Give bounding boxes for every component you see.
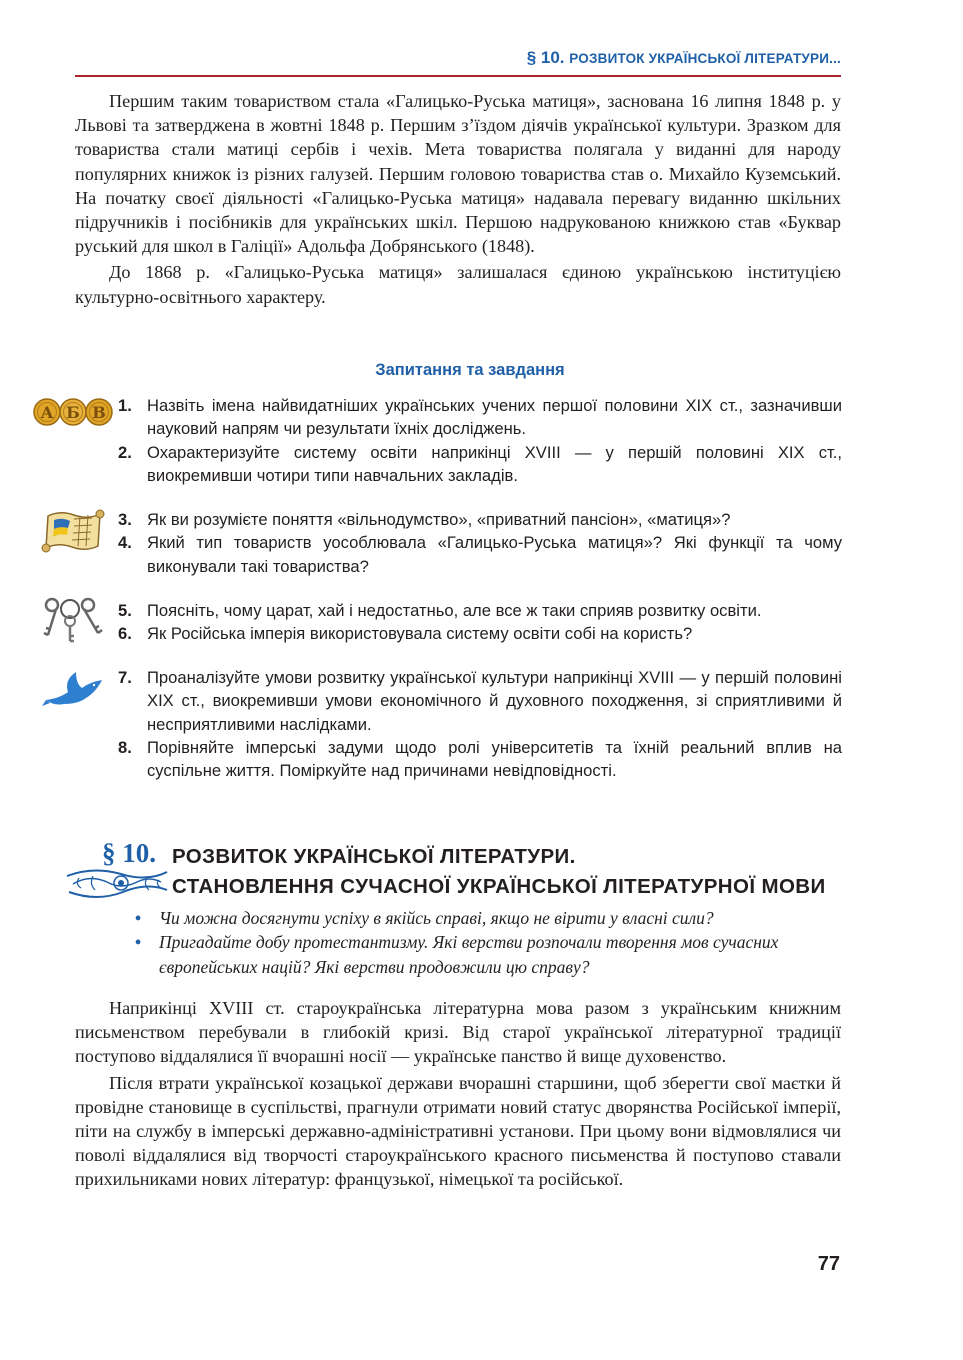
intro-questions bbox=[135, 906, 845, 979]
intro-question-text: Пригадайте добу протестантизму. Які верстви розпочали творення мов сучасних європейських націй? Які верстви продовжили цю справу? bbox=[159, 932, 779, 977]
bullet-icon: • bbox=[135, 932, 142, 953]
question-group bbox=[118, 508, 842, 578]
paragraph: Наприкінці XVIII ст. староукраїнська літературна мова разом з українським книжним письменством перебували в глибокій кризі. Від старої української літературної традиції поступово віддалялися її вчорашні носії — українське панство й вище духовенство. bbox=[75, 998, 841, 1067]
question-text: Охарактеризуйте систему освіти наприкінці XVIII — у першій половині XIX ст., виокремивши чотири типи навчальних закладів. bbox=[147, 442, 842, 485]
question-group bbox=[118, 599, 842, 646]
question-number: 8. bbox=[118, 737, 132, 757]
top-text-block bbox=[75, 89, 841, 309]
svg-text:А: А bbox=[40, 403, 54, 422]
page-number: 77 bbox=[817, 1253, 840, 1275]
question-number: 7. bbox=[118, 668, 132, 687]
question-number: 1. bbox=[118, 396, 132, 415]
intro-question bbox=[135, 906, 845, 930]
question-number: 5. bbox=[118, 601, 132, 620]
question-item bbox=[118, 508, 842, 531]
question-item bbox=[118, 622, 842, 645]
ornament-icon bbox=[63, 862, 171, 904]
question-group bbox=[118, 394, 842, 487]
section-title-line: СТАНОВЛЕННЯ СУЧАСНОЇ УКРАЇНСЬКОЇ ЛІТЕРАТУРНОЇ МОВИ bbox=[172, 875, 826, 898]
paragraph: Першим таким товариством стала «Галицько-Руська матиця», заснована 16 липня 1848 р. у Львові та затверджена в жовтні 1848 р. Першим з’їздом діячів української культури. Зразком для товариства стали матиці сербів і чехів. Мета товариства полягала у виданні для народу популярних книжок із різних галузей. Першим головою товариства став о. Михайло Куземський. На початку своєї діяльності «Галицько-Руська матиця» надавала перевагу виданню шкільних підручників і посібників для українських шкіл. Першою надрукованою книжкою став «Буквар руський для школ в Галіції» Адольфа Добрянського (1848). bbox=[75, 91, 841, 257]
svg-text:Б: Б bbox=[66, 403, 80, 422]
question-number: 3. bbox=[118, 510, 132, 529]
question-item bbox=[118, 736, 842, 783]
question-item bbox=[118, 599, 842, 622]
section-heading bbox=[60, 838, 850, 900]
section-number: § 10. bbox=[102, 838, 156, 868]
map-scroll-icon bbox=[40, 506, 106, 556]
question-text: Проаналізуйте умови розвитку української культури наприкінці XVIII — у першій половині XIX ст., виокремивши умови економічного й духовного походження, зі сприятливими й несприятливими наслідками. bbox=[147, 668, 842, 734]
section-title-line: РОЗВИТОК УКРАЇНСЬКОЇ ЛІТЕРАТУРИ. bbox=[172, 845, 576, 868]
question-item bbox=[118, 666, 842, 736]
bottom-text-block bbox=[75, 996, 841, 1192]
question-text: Поясніть, чому царат, хай і недостатньо, але все ж таки сприяв розвитку освіти. bbox=[147, 601, 762, 620]
running-head bbox=[75, 48, 841, 68]
question-text: Який тип товариств уособлювала «Галицько-Руська матиця»? Які функції та чому виконували такі товариства? bbox=[147, 533, 842, 576]
question-item bbox=[118, 441, 842, 488]
running-head-section: § 10. bbox=[526, 48, 565, 67]
question-number: 4. bbox=[118, 533, 132, 553]
intro-question bbox=[135, 930, 845, 979]
header-rule bbox=[75, 75, 841, 77]
paragraph: До 1868 р. «Галицько-Руська матиця» залишалася єдиною українською інституцією культурно-освітнього характеру. bbox=[75, 262, 841, 307]
paragraph: Після втрати української козацької держави вчорашні старшини, щоб зберегти свої маєтки й провідне становище в суспільстві, прагнули отримати новий статус дворянства Російської імперії, піти на службу в імперські державно-адміністративні установи. При цьому вони відмовлялися чи поволі віддалялися від творчості староукраїнського красного письменства й поступово ставали прихильниками нових літератур: французької, німецької та російської. bbox=[75, 1072, 841, 1190]
bullet-icon: • bbox=[135, 908, 142, 928]
question-text: Як Російська імперія використовувала систему освіти собі на користь? bbox=[147, 624, 693, 644]
keys-icon bbox=[40, 595, 104, 643]
running-head-title: РОЗВИТОК УКРАЇНСЬКОЇ ЛІТЕРАТУРИ... bbox=[569, 51, 841, 66]
question-text: Назвіть імена найвидатніших українських учених першої половини XIX ст., зазначивши науковий напрям чи результати їхніх досліджень. bbox=[147, 396, 842, 439]
question-text: Порівняйте імперські задуми щодо ролі університетів та їхній реальний вплив на суспільне життя. Поміркуйте над причинами невідповідності. bbox=[147, 737, 842, 781]
dove-icon bbox=[42, 668, 106, 710]
section-title bbox=[172, 842, 826, 902]
svg-text:В: В bbox=[92, 403, 106, 422]
question-text: Як ви розумієте поняття «вільнодумство», «приватний пансіон», «матиця»? bbox=[147, 510, 731, 529]
coins-abv-icon bbox=[33, 392, 113, 432]
intro-question-text: Чи можна досягнути успіху в якійсь справі, якщо не вірити у власні сили? bbox=[159, 908, 714, 928]
question-number: 6. bbox=[118, 624, 132, 644]
questions-heading: Запитання та завдання bbox=[375, 361, 565, 379]
question-number: 2. bbox=[118, 442, 132, 462]
question-item bbox=[118, 394, 842, 441]
question-item bbox=[118, 531, 842, 578]
question-group bbox=[118, 666, 842, 782]
